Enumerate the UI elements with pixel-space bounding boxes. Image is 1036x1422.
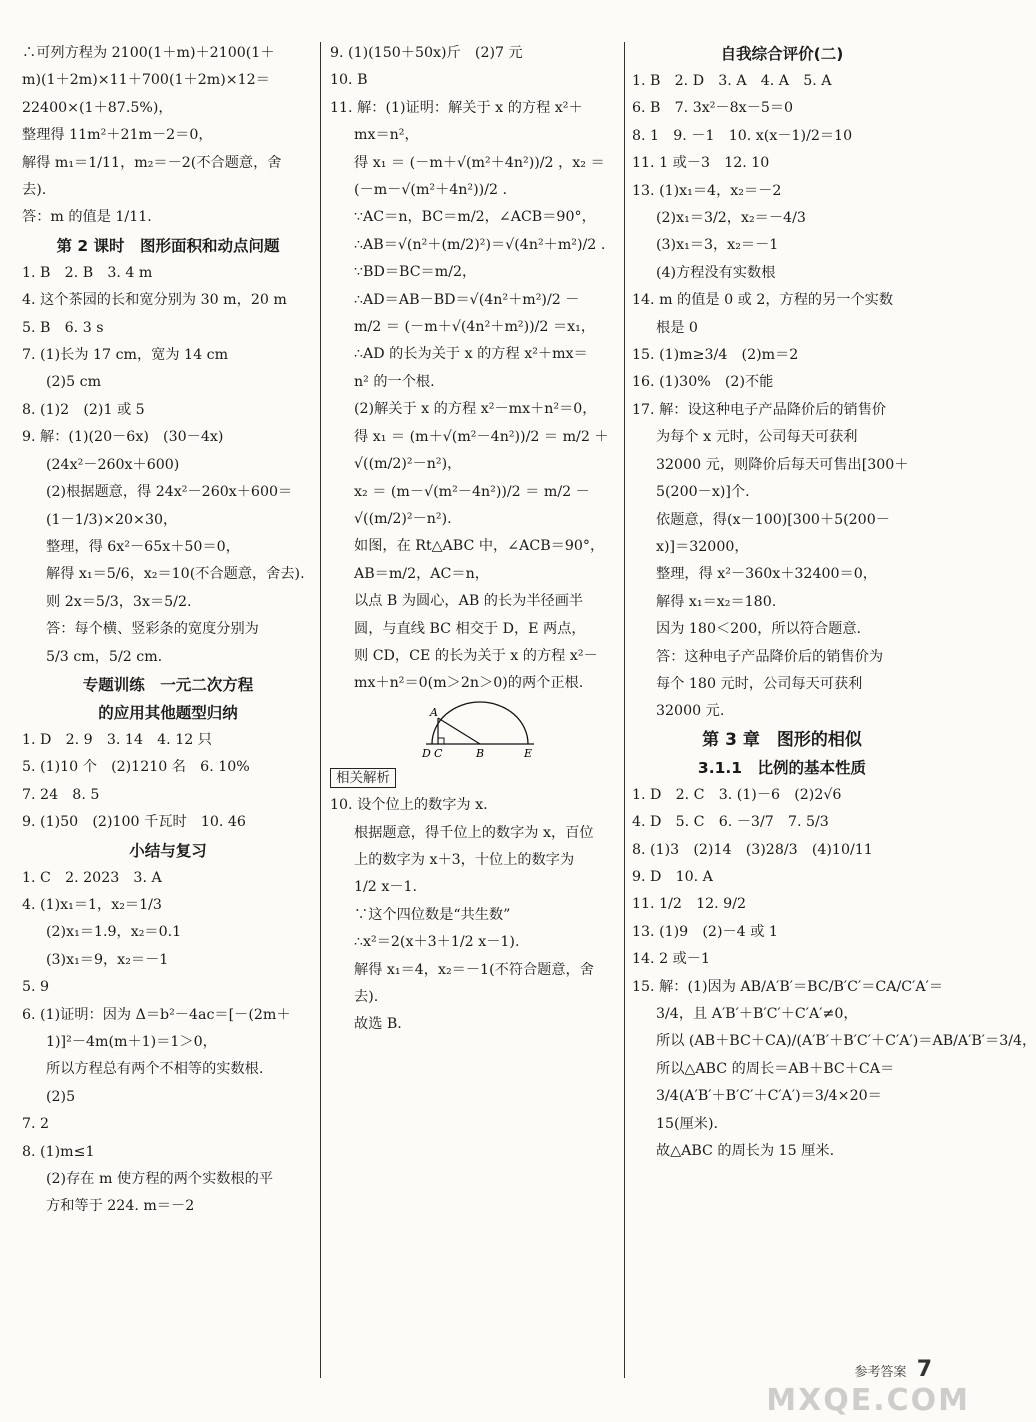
answer-line: 依题意，得(x－100)[300＋5(200－: [656, 511, 890, 528]
answer-line: 则 2x＝5/3，3x＝5/2.: [46, 593, 192, 610]
answer-line: 3/4，且 A′B′＋B′C′＋C′A′≠0，: [656, 1006, 858, 1022]
answer-line: (2)x₁＝1.9，x₂＝0.1: [46, 924, 182, 941]
section-heading: 小结与复习: [129, 841, 207, 860]
answer-line: 去).: [354, 989, 379, 1005]
answer-column-1: [22, 40, 314, 1221]
answer-line: x₂ ＝ (m－√(m²－4n²))/2 ＝ m/2 －: [354, 483, 590, 500]
answer-line: 圆，与直线 BC 相交于 D，E 两点，: [354, 620, 586, 637]
figure-label-2: C: [434, 746, 443, 760]
tag-row: [330, 764, 620, 792]
answer-line: 9. D 10. A: [632, 868, 713, 885]
answer-line: m)(1＋2m)×11＋700(1＋2m)×12＝: [22, 72, 270, 89]
answer-line: 1)]²－4m(m＋1)＝1＞0，: [46, 1034, 217, 1050]
answer-line: ∴x²＝2(x＋3＋1/2 x－1).: [354, 934, 520, 951]
answer-line: (2)5 cm: [46, 374, 102, 391]
answer-line: 解得 m₁＝1/11，m₂＝－2(不合题意，舍: [22, 154, 282, 171]
answer-line: 8. (1)3 (2)14 (3)28/3 (4)10/11: [632, 841, 873, 858]
answer-line: m/2 ＝ (－m＋√(4n²＋m²))/2 ＝x₁，: [354, 319, 596, 336]
answer-line: 14. 2 或－1: [632, 951, 711, 968]
answer-line: 解得 x₁＝5/6，x₂＝10(不合题意，舍去).: [46, 566, 305, 583]
answer-line: 方和等于 224. m＝－2: [46, 1198, 195, 1215]
answer-line: 去).: [22, 182, 47, 199]
answer-line: 答：每个横、竖彩条的宽度分别为: [46, 621, 259, 638]
answer-line: 9. 解：(1)(20－6x) (30－4x): [22, 429, 224, 446]
answer-line: 6. (1)证明：因为 Δ＝b²－4ac＝[－(2m＋: [22, 1006, 291, 1023]
answer-line: ∵这个四位数是“共生数”: [354, 906, 511, 923]
answer-line: 1. C 2. 2023 3. A: [22, 869, 162, 886]
answer-line: 3/4(A′B′＋B′C′＋C′A′)＝3/4×20＝: [656, 1088, 882, 1105]
answer-line: 1. B 2. D 3. A 4. A 5. A: [632, 73, 832, 89]
answer-line: 16. (1)30% (2)不能: [632, 374, 774, 391]
answer-line: 13. (1)x₁＝4，x₂＝－2: [632, 182, 782, 199]
answer-line: ∵BD＝BC＝m/2，: [354, 264, 477, 281]
answer-line: n² 的一个根.: [354, 373, 435, 390]
answer-line: 1/2 x－1.: [354, 879, 418, 896]
section-heading: 专题训练 一元二次方程: [82, 675, 254, 694]
figure-label-3: B: [476, 746, 485, 760]
answer-line: 1. B 2. B 3. 4 m: [22, 264, 153, 281]
chapter-heading: 第 3 章 图形的相似: [702, 729, 862, 750]
answer-line: (－m－√(m²＋4n²))/2 .: [354, 182, 508, 199]
answer-line: 1. D 2. 9 3. 14 4. 12 只: [22, 731, 212, 748]
answer-line: (2)5: [46, 1088, 76, 1105]
answer-line: 7. 2: [22, 1116, 50, 1133]
answer-line: 4. (1)x₁＝1，x₂＝1/3: [22, 896, 162, 913]
column-divider-1: [320, 42, 321, 1378]
answer-line: √((m/2)²－n²).: [354, 510, 452, 527]
answer-line: 根据题意，得千位上的数字为 x，百位: [354, 824, 594, 841]
figure-label-0: A: [430, 705, 438, 719]
answer-line: 答：这种电子产品降价后的销售价为: [656, 648, 884, 665]
answer-line: 10. 设个位上的数字为 x.: [330, 797, 488, 814]
footer-label: 参考答案: [854, 1365, 907, 1380]
answer-line: 4. D 5. C 6. －3/7 7. 5/3: [632, 814, 829, 831]
watermark-text: MXQE.COM: [766, 1383, 970, 1418]
answer-column-3: [632, 40, 1036, 1165]
answer-line: ∴AD＝AB－BD＝√(4n²＋m²)/2 －: [354, 291, 580, 308]
answer-line: (2)解关于 x 的方程 x²－mx＋n²＝0，: [354, 401, 597, 418]
answer-line: 整理得 11m²＋21m－2＝0，: [22, 127, 213, 144]
answer-line: 故选 B.: [354, 1016, 402, 1033]
answer-line: 15. 解：(1)因为 AB/A′B′＝BC/B′C′＝CA/C′A′＝: [632, 978, 944, 995]
answer-line: 如图，在 Rt△ABC 中，∠ACB＝90°，: [354, 538, 605, 555]
answer-line: 8. (1)m≤1: [22, 1143, 95, 1160]
answer-line: 5. 9: [22, 979, 50, 996]
answer-line: ∴AB＝√(n²＋(m/2)²)＝√(4n²＋m²)/2 .: [354, 236, 606, 253]
answer-line: 整理，得 x²－360x＋32400＝0，: [656, 566, 877, 583]
answer-line: 所以 (AB＋BC＋CA)/(A′B′＋B′C′＋C′A′)＝AB/A′B′＝3/4，: [656, 1033, 1036, 1050]
answer-line: (2)x₁＝3/2，x₂＝－4/3: [656, 210, 806, 227]
answer-line: 5. (1)10 个 (2)1210 名 6. 10%: [22, 759, 250, 776]
answer-line: (3)x₁＝3，x₂＝－1: [656, 237, 779, 254]
answer-line: 7. (1)长为 17 cm，宽为 14 cm: [22, 347, 229, 364]
answer-line: mx＋n²＝0(m＞2n＞0)的两个正根.: [354, 675, 584, 692]
answer-line: (3)x₁＝9，x₂＝－1: [46, 951, 169, 968]
answer-line: 9. (1)(150＋50x)斤 (2)7 元: [330, 45, 523, 61]
figure-label-4: E: [524, 746, 533, 760]
answer-line: 8. 1 9. －1 10. x(x－1)/2＝10: [632, 127, 853, 144]
section-heading: 自我综合评价(二): [720, 45, 844, 63]
answer-line: (24x²－260x＋600): [46, 456, 180, 473]
answer-line: 1. D 2. C 3. (1)－6 (2)2√6: [632, 786, 842, 803]
answer-line: 故△ABC 的周长为 15 厘米.: [656, 1143, 835, 1160]
answer-line: AB＝m/2，AC＝n，: [354, 565, 489, 582]
answer-line: 解得 x₁＝x₂＝180.: [656, 593, 777, 610]
answer-line: x)]＝32000，: [656, 538, 749, 555]
answer-line: 5/3 cm，5/2 cm.: [46, 648, 163, 665]
answer-line: 解得 x₁＝4，x₂＝－1(不符合题意，舍: [354, 961, 594, 978]
answer-line: 因为 180＜200，所以符合题意.: [656, 621, 862, 638]
answer-line: ∵AC＝n，BC＝m/2，∠ACB＝90°，: [354, 209, 596, 226]
section-heading: 第 2 课时 图形面积和动点问题: [56, 236, 280, 255]
page-number: 7: [916, 1357, 932, 1382]
answer-line: 5(200－x)]个.: [656, 484, 750, 501]
answer-line: 得 x₁ ＝ (－m＋√(m²＋4n²))/2 ，x₂ ＝: [354, 154, 605, 171]
page-footer: [855, 1357, 932, 1382]
answer-line: 得 x₁ ＝ (m＋√(m²－4n²))/2 ＝ m/2 ＋: [354, 428, 609, 445]
section-heading: 的应用其他题型归纳: [98, 703, 238, 722]
answer-line: (2)存在 m 使方程的两个实数根的平: [46, 1171, 274, 1188]
answer-line: 5. B 6. 3 s: [22, 319, 104, 336]
section-heading: 3.1.1 比例的基本性质: [697, 758, 867, 777]
answer-line: (2)根据题意，得 24x²－260x＋600＝: [46, 484, 293, 501]
related-analysis-tag: 相关解析: [330, 768, 396, 788]
answer-line: 10. B: [330, 72, 368, 89]
answer-line: 17. 解：设这种电子产品降价后的销售价: [632, 401, 887, 418]
answer-line: 上的数字为 x＋3，十位上的数字为: [354, 851, 575, 868]
answer-column-2: [330, 40, 620, 1039]
answer-line: 8. (1)2 (2)1 或 5: [22, 401, 145, 418]
answer-line: 14. m 的值是 0 或 2，方程的另一个实数: [632, 292, 894, 309]
answer-line: 每个 180 元时，公司每天可获利: [656, 675, 863, 692]
answer-line: 4. 这个茶园的长和宽分别为 30 m，20 m: [22, 292, 287, 309]
answer-line: √((m/2)²－n²)，: [354, 456, 462, 473]
answer-line: 32000 元.: [656, 703, 725, 720]
answer-line: 11. 1 或－3 12. 10: [632, 155, 770, 172]
answer-line: (4)方程没有实数根: [656, 264, 776, 281]
answer-line: 11. 1/2 12. 9/2: [632, 896, 746, 913]
answer-line: 所以△ABC 的周长＝AB＋BC＋CA＝: [656, 1060, 895, 1077]
answer-line: ∴可列方程为 2100(1＋m)＋2100(1＋: [22, 45, 275, 61]
answer-line: 15(厘米).: [656, 1115, 719, 1132]
column-divider-2: [624, 42, 625, 1378]
answer-line: 32000 元，则降价后每天可售出[300＋: [656, 456, 909, 473]
answer-line: 所以方程总有两个不相等的实数根.: [46, 1061, 264, 1078]
answer-line: 11. 解：(1)证明：解关于 x 的方程 x²＋: [330, 99, 583, 116]
answer-line: 根是 0: [656, 319, 698, 336]
answer-line: 9. (1)50 (2)100 千瓦时 10. 46: [22, 814, 246, 831]
answer-line: 15. (1)m≥3/4 (2)m＝2: [632, 347, 799, 364]
answer-line: 22400×(1＋87.5%)，: [22, 99, 173, 116]
answer-line: 6. B 7. 3x²－8x－5＝0: [632, 100, 794, 117]
answer-line: ∴AD 的长为关于 x 的方程 x²＋mx＝: [354, 346, 588, 363]
semicircle-figure: [330, 698, 620, 764]
answer-line: 整理，得 6x²－65x＋50＝0，: [46, 538, 240, 555]
answer-line: 7. 24 8. 5: [22, 786, 100, 803]
answer-line: 为每个 x 元时，公司每天可获利: [656, 429, 858, 446]
answer-line: 答：m 的值是 1/11.: [22, 209, 152, 226]
answer-line: 13. (1)9 (2)－4 或 1: [632, 923, 778, 940]
answer-line: (1－1/3)×20×30，: [46, 511, 178, 528]
figure-label-1: D: [422, 746, 431, 760]
answer-line: 则 CD，CE 的长为关于 x 的方程 x²－: [354, 647, 598, 664]
answer-line: mx＝n²，: [354, 127, 419, 144]
answer-line: 以点 B 为圆心，AB 的长为半径画半: [354, 593, 584, 610]
